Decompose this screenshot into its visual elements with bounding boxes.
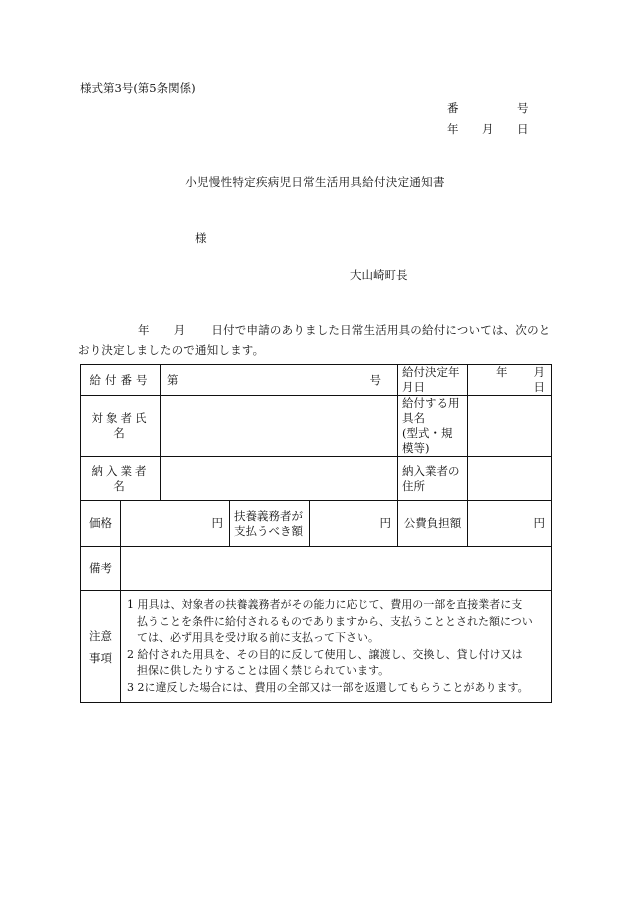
date-month: 月 (482, 122, 494, 136)
body-paragraph (80, 320, 552, 360)
supplier-name-value (161, 457, 398, 501)
table-row (81, 365, 552, 396)
body-year: 年 (138, 323, 150, 337)
supplier-address-value (468, 457, 552, 501)
notes-label-line1: 注意 (89, 628, 112, 643)
body-line2: おり決定しましたので通知します。 (78, 343, 265, 357)
addressee-suffix: 様 (195, 231, 207, 245)
remarks-value (121, 547, 552, 591)
remarks-label: 備考 (81, 547, 121, 591)
public-burden-yen: 円 (468, 501, 552, 547)
table-row (81, 396, 552, 457)
benefit-number-go: 号 (369, 372, 382, 387)
benefit-number-label: 給付番号 (81, 365, 161, 396)
notification-table (80, 364, 552, 703)
item-name-label-line2: (型式・規模等) (402, 426, 453, 455)
benefit-number-dai: 第 (167, 372, 179, 387)
item-name-value (468, 396, 552, 457)
supplier-address-label: 納入業者の住所 (398, 457, 468, 501)
note-1 (127, 597, 547, 647)
document-title: 小児慢性特定疾病児日常生活用具給付決定通知書 (185, 175, 445, 189)
item-name-label (398, 396, 468, 457)
form-number-label: 様式第3号(第5条関係) (80, 81, 196, 95)
supplier-name-label: 納入業者名 (81, 457, 161, 501)
price-label: 価格 (81, 501, 121, 547)
benefit-number-cell (161, 365, 398, 396)
public-burden-label: 公費負担額 (398, 501, 468, 547)
table-row (81, 591, 552, 703)
payer-label-line2: 支払うべき額 (234, 523, 303, 538)
number-char: 番 (447, 101, 459, 115)
body-month: 月 (173, 323, 186, 337)
payer-label-line1: 扶養義務者が (234, 508, 303, 523)
payer-amount-label (230, 501, 310, 547)
notes-label (81, 591, 121, 703)
payer-amount-yen: 円 (310, 501, 398, 547)
note-3-line1: 3 2に違反した場合には、費用の全部又は一部を返還してもらうことがあります。 (127, 680, 529, 694)
note-2 (127, 647, 547, 680)
decision-year: 年 (496, 365, 508, 379)
item-name-label-line1: 給付する用具名 (402, 396, 460, 425)
price-yen: 円 (121, 501, 230, 547)
issuer-name: 大山崎町長 (350, 268, 408, 282)
date-year: 年 (447, 122, 459, 136)
notes-content (121, 591, 552, 703)
note-1-line2: 払うことを条件に給付されるものでありますから、支払うこととされた額につい (137, 614, 533, 628)
date-day: 日 (517, 122, 529, 136)
note-2-line1: 2 給付された用具を、その目的に反して使用し、譲渡し、交換し、貸し付け又は (127, 647, 523, 661)
recipient-name-value (161, 396, 398, 457)
notes-label-line2: 事項 (89, 650, 112, 665)
note-3 (127, 680, 547, 697)
decision-day: 日 (533, 380, 546, 394)
table-row (81, 501, 552, 547)
decision-date-cell (468, 365, 552, 396)
table-row (81, 547, 552, 591)
note-1-line3: ては、必ず用具を受け取る前に支払って下さい。 (137, 631, 379, 644)
decision-date-label: 給付決定年月日 (398, 365, 468, 396)
table-row (81, 457, 552, 501)
recipient-name-label: 対象者氏名 (81, 396, 161, 457)
body-line1: 日付で申請のありました日常生活用具の給付については、次のと (211, 323, 551, 337)
decision-month: 月 (533, 365, 546, 379)
note-1-line1: 1 用具は、対象者の扶養義務者がその能力に応じて、費用の一部を直接業者に支 (127, 598, 523, 611)
number-unit: 号 (517, 101, 529, 115)
note-2-line2: 担保に供したりすることは固く禁じられています。 (137, 664, 390, 677)
